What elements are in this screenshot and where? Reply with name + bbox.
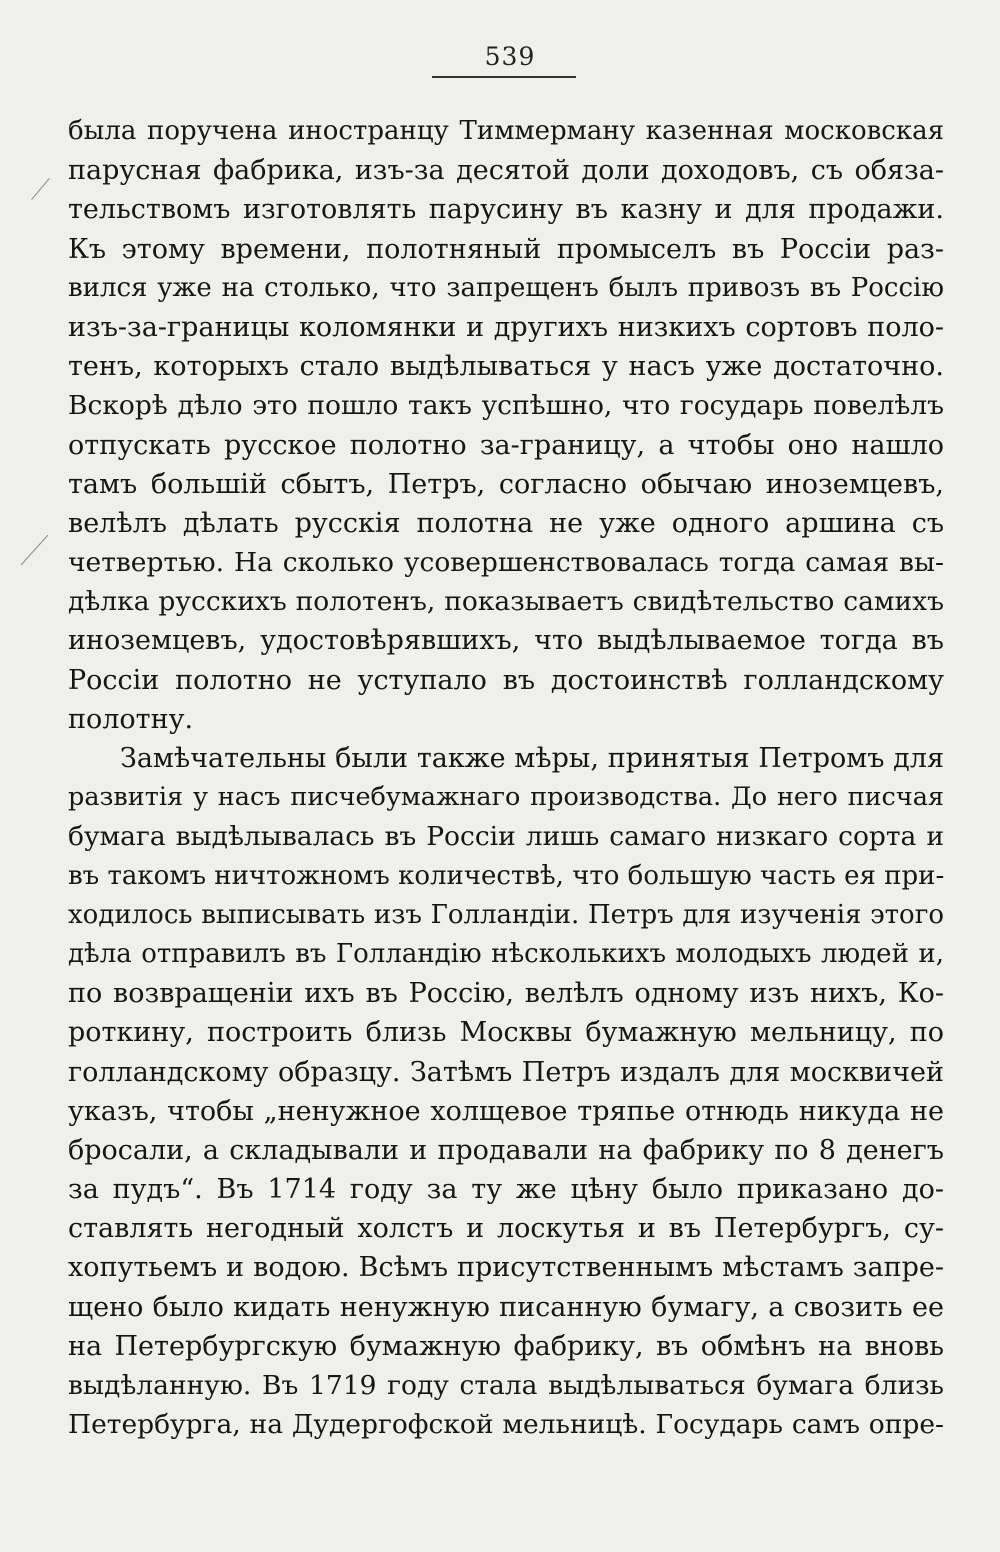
text-line: тамъ большій сбытъ, Петръ, согласно обычаю иноземцевъ,: [68, 468, 944, 500]
text-line: голландскому образцу. Затѣмъ Петръ издалъ для москвичей: [68, 1056, 944, 1088]
text-line: роткину, построить близь Москвы бумажную мельницу, по: [68, 1017, 944, 1049]
text-line: указъ, чтобы „ненужное холщевое тряпье отнюдь никуда не: [68, 1095, 944, 1127]
text-line: за пудъ“. Въ 1714 году за ту же цѣну было приказано до-: [68, 1174, 944, 1206]
text-line: ставлять негодный холстъ и лоскутья и въ Петербургъ, су-: [68, 1213, 944, 1245]
text-line: бросали, а складывали и продавали на фабрику по 8 денегъ: [68, 1134, 944, 1166]
text-line: бумага выдѣлывалась въ Россіи лишь самаго низкаго сорта и: [68, 821, 944, 853]
text-line: хопутьемъ и водою. Всѣмъ присутственнымъ мѣстамъ запре-: [68, 1252, 944, 1284]
text-line: Замѣчательны были также мѣры, принятыя Петромъ для: [120, 743, 944, 774]
header-rule: [432, 76, 576, 78]
text-line: парусная фабрика, изъ-за десятой доли доходовъ, съ обяза-: [68, 155, 944, 187]
text-line: была поручена иностранцу Тиммерману казенная московская: [68, 116, 944, 146]
margin-pencil-mark: [31, 178, 50, 200]
text-line: Къ этому времени, полотняный промыселъ въ Россіи раз-: [68, 233, 944, 265]
text-line: Вскорѣ дѣло это пошло такъ успѣшно, что государь повелѣлъ: [68, 390, 944, 422]
body-text: [68, 112, 944, 1444]
text-line: тенъ, которыхъ стало выдѣлываться у насъ уже достаточно.: [68, 351, 944, 383]
text-line: дѣлка русскихъ полотенъ, показываетъ свидѣтельство самихъ: [68, 586, 944, 618]
text-line: полотну.: [68, 703, 194, 735]
text-line: на Петербургскую бумажную фабрику, въ обмѣнъ на вновь: [68, 1330, 944, 1362]
text-line: отпускать русское полотно за-границу, а чтобы оно нашло: [68, 429, 944, 461]
text-line: дѣла отправилъ въ Голландію нѣсколькихъ молодыхъ людей и,: [68, 938, 944, 969]
text-line: тельствомъ изготовлять парусину въ казну и для продажи.: [68, 194, 944, 226]
text-line: Россіи полотно не уступало въ достоинствѣ голландскому: [68, 664, 944, 696]
page-number: 539: [484, 42, 536, 71]
text-line: развитія у насъ писчебумажнаго производства. До него писчая: [68, 782, 944, 813]
text-line: четвертью. На сколько усовершенствовалась тогда самая вы-: [68, 547, 944, 579]
text-line: по возвращеніи ихъ въ Россію, велѣлъ одному изъ нихъ, Ко-: [68, 978, 944, 1010]
text-line: велѣлъ дѣлать русскія полотна не уже одного аршина съ: [68, 507, 944, 539]
text-line: Петербурга, на Дудергофской мельницѣ. Государь самъ опре-: [68, 1409, 944, 1441]
text-line: ходилось выписывать изъ Голландіи. Петръ для изученія этого: [68, 899, 944, 930]
text-line: вился уже на столько, что запрещенъ былъ привозъ въ Россію: [68, 272, 944, 303]
text-line: въ такомъ ничтожномъ количествѣ, что большую часть ея при-: [68, 860, 945, 891]
margin-pencil-mark: [21, 535, 49, 565]
text-line: щено было кидать ненужную писанную бумагу, а свозить ее: [68, 1291, 944, 1323]
text-line: выдѣланную. Въ 1719 году стала выдѣлываться бумага близь: [68, 1370, 944, 1401]
text-line: изъ-за-границы коломянки и другихъ низкихъ сортовъ поло-: [68, 311, 944, 343]
text-line: иноземцевъ, удостовѣрявшихъ, что выдѣлываемое тогда въ: [68, 625, 944, 657]
